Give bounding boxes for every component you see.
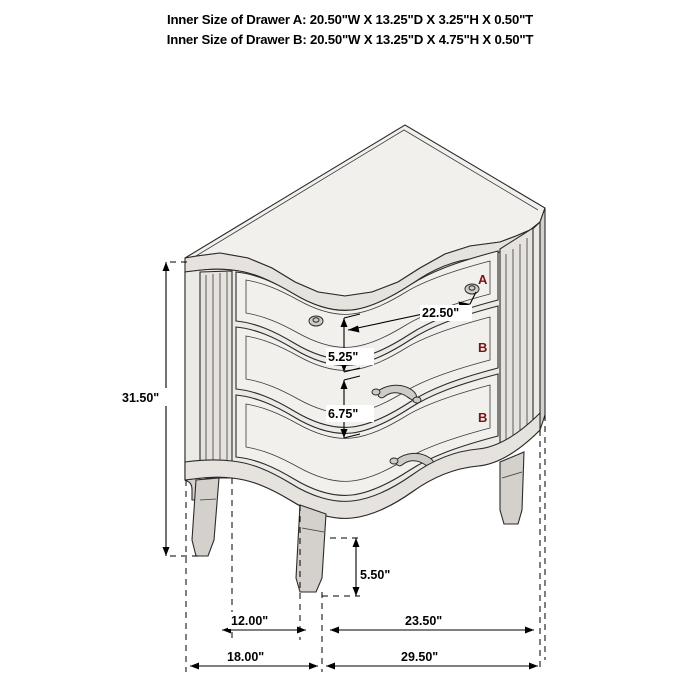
dim-width-bottom-label: 29.50" [401, 650, 439, 664]
dim-depth-bottom-label: 18.00" [227, 650, 265, 664]
dim-width-front-label: 23.50" [405, 614, 443, 628]
dim-depth-top-label: 12.00" [231, 614, 269, 628]
dim-depth-top [222, 612, 306, 634]
drawer-a-left-knob [309, 316, 323, 326]
cabinet-right-side-panel [540, 208, 545, 430]
dim-width-bottom [326, 648, 538, 670]
drawer-b-spec-line: Inner Size of Drawer B: 20.50"W X 13.25"D X 4.75"H X 0.50"T [166, 32, 534, 47]
drawer-label-a: A [478, 272, 488, 287]
leg-front-right [500, 452, 524, 524]
dim-leg-height [322, 538, 404, 596]
drawer-label-b2: B [478, 410, 488, 425]
leg-front-left [192, 478, 219, 556]
dim-drawer-a-height-label: 5.25" [328, 350, 359, 364]
drawer-a-right-knob [465, 284, 479, 294]
dim-leg-height-label: 5.50" [360, 568, 391, 582]
dim-overall-height-label: 31.50" [122, 391, 160, 405]
dim-drawer-a-width-label: 22.50" [422, 306, 460, 320]
dim-drawer-b-height-label: 6.75" [328, 407, 359, 421]
drawer-a-spec-line: Inner Size of Drawer A: 20.50"W X 13.25"D X 3.25"H X 0.50"T [166, 12, 533, 27]
drawer-label-b1: B [478, 340, 488, 355]
dim-width-front [330, 612, 534, 634]
dim-depth-bottom [190, 648, 318, 670]
